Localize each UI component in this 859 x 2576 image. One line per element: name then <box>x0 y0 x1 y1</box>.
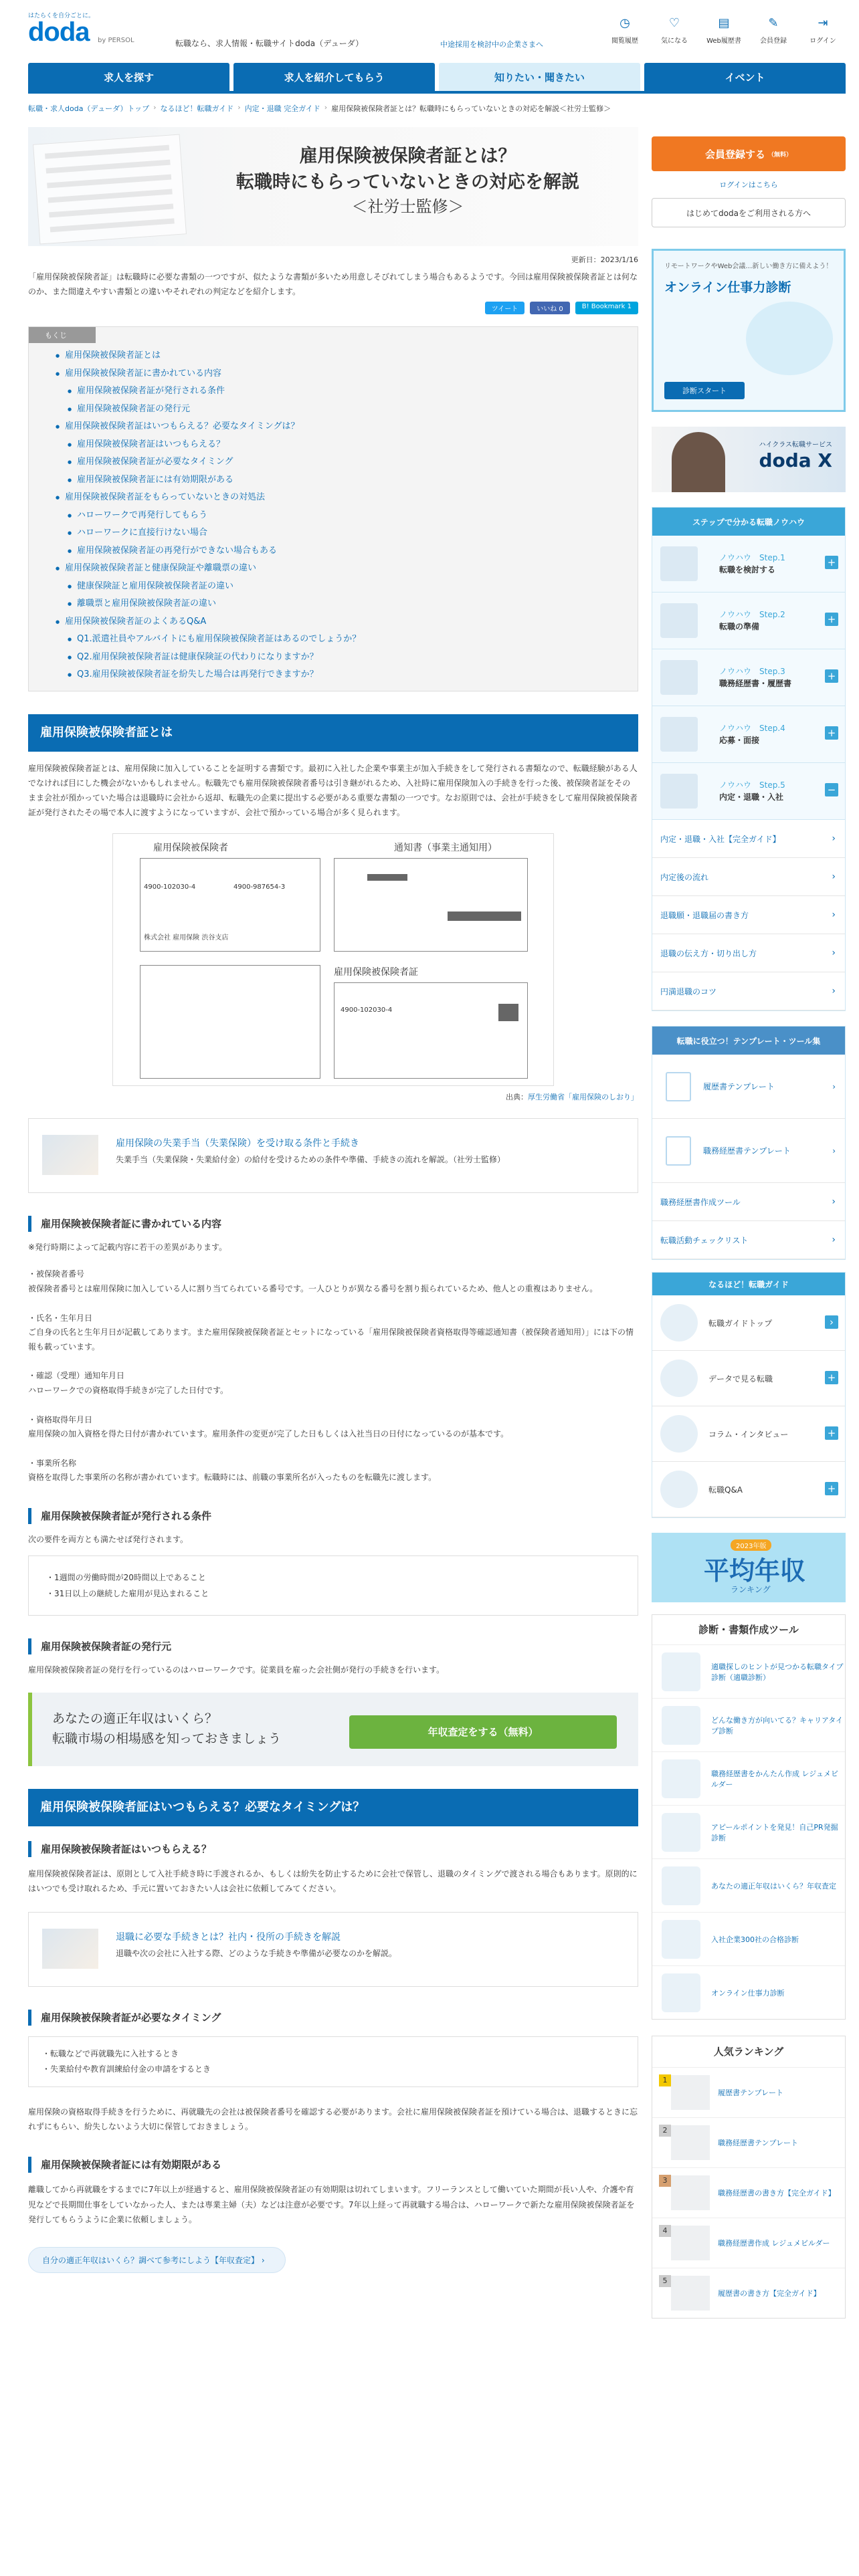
template-links <box>652 1183 845 1259</box>
tool-item[interactable] <box>652 1751 845 1805</box>
ranking-label: 職務経歴書テンプレート <box>718 2139 799 2147</box>
rank-number: 4 <box>659 2225 671 2237</box>
item-heading: ・氏名・生年月日 <box>28 1313 93 1323</box>
guide-label: コラム・インタビュー <box>708 1429 789 1439</box>
header-icon-label: 会員登録 <box>760 37 787 45</box>
list-item: ・失業給付や教育訓練給付金の申請をするとき <box>42 2064 211 2074</box>
guide-list <box>652 1295 845 1517</box>
persol-logo: by PERSOL <box>98 37 134 44</box>
ranking-list <box>652 2067 845 2318</box>
tool-item[interactable] <box>652 1965 845 2019</box>
chevron-right-icon: › <box>832 1146 836 1156</box>
intro-text: 「雇用保険被保険者証」は転職時に必要な書類の一つですが、似たような書類が多いため用意しそびれてしまう場合もあるようです。今回は雇用保険被保険者証とは何なのか、また間違えやすい書類との違いやそれぞれの判定などを紹介します。 <box>28 272 638 296</box>
template-list <box>652 1055 845 1183</box>
guide-illustration <box>660 1360 698 1397</box>
source-link[interactable]: 厚生労働省「雇用保険のしおり」 <box>528 1093 638 1102</box>
paragraph: 雇用保険の資格取得手続きを行うために、再就職先の会社は被保険者番号を確認する必要があります。会社に雇用保険被保険者証を預けている場合は、退職するときに忘れずにもらい、紛失しないよう大切に保管しておきましょう。 <box>28 2107 638 2132</box>
step-title: 職務経歴書・履歴書 <box>719 679 792 688</box>
rank-number: 3 <box>659 2175 671 2187</box>
rank-number: 1 <box>659 2074 671 2086</box>
article-thumbnail <box>42 1929 98 1969</box>
document-icon <box>666 1136 691 1166</box>
guide-illustration <box>660 1304 698 1341</box>
header-icon-label: 閲覧履歴 <box>611 37 638 45</box>
toc-item[interactable]: ● ハローワークに直接行けない場合 <box>56 524 638 542</box>
breadcrumb-separator: › <box>153 103 157 112</box>
step-link[interactable] <box>652 896 845 934</box>
guide-item[interactable] <box>652 1462 845 1517</box>
content-item <box>28 1369 638 1398</box>
document-icon <box>666 1072 691 1101</box>
document-illustration <box>33 134 187 245</box>
tagline: はたらくを自分ごとに。 <box>28 13 95 19</box>
breadcrumb-item[interactable]: 内定・退職 完全ガイド <box>244 104 320 113</box>
breadcrumb-item: 雇用保険被保険者証とは？転職時にもらっていないときの対応を解説＜社労士監修＞ <box>331 104 611 113</box>
toc-item[interactable]: ● 雇用保険被保険者証はいつもらえる？必要なタイミングは？ <box>56 418 638 436</box>
register-label: 会員登録する <box>704 148 765 160</box>
plus-icon[interactable]: + <box>825 1426 838 1440</box>
step-link[interactable] <box>652 972 845 1010</box>
minus-icon[interactable]: − <box>825 783 838 796</box>
tool-thumbnail <box>662 1866 700 1905</box>
ranking-label: 履歴書テンプレート <box>718 2088 784 2097</box>
tool-label: あなたの適正年収はいくら？年収査定 <box>711 1881 836 1891</box>
chevron-right-icon: › <box>832 833 836 844</box>
cta-line-1: あなたの適正年収はいくら？ <box>52 1711 218 1726</box>
list-item: ・1週間の労働時間が20時間以上であること <box>46 1572 206 1582</box>
banner-subtitle: ランキング <box>731 1585 771 1594</box>
ranking-item[interactable] <box>652 2218 845 2268</box>
redaction-bar <box>367 874 407 881</box>
template-item[interactable] <box>652 1055 845 1119</box>
insured-number: 4900-987654-3 <box>233 883 286 891</box>
share-buttons <box>28 302 638 314</box>
toc-item[interactable]: ● 雇用保険被保険者証の発行元 <box>56 401 638 419</box>
bookmark-button[interactable]: B! Bookmark 1 <box>575 302 638 314</box>
guide-item[interactable] <box>652 1406 845 1462</box>
nav-tab[interactable]: 求人を紹介してもらう <box>233 63 435 91</box>
toc-item[interactable]: ● Q1.派遣社員やアルバイトにも雇用保険被保険者証はあるのでしょうか？ <box>56 631 638 649</box>
ranking-title: 人気ランキング <box>713 2046 784 2058</box>
sidebar <box>652 127 846 2319</box>
login-icon: ⇥ <box>818 16 828 30</box>
toc-item[interactable]: ● ハローワークで再発行してもらう <box>56 507 638 525</box>
tool-label: 適職探しのヒントが見つかる転職タイプ診断（適職診断） <box>711 1662 844 1682</box>
banner-subtitle: リモートワークやWeb会議…新しい働き方に備えよう！ <box>664 263 833 270</box>
chevron-right-icon: › <box>832 1235 836 1245</box>
tool-thumbnail <box>662 1652 700 1691</box>
edit-icon: ✎ <box>768 16 779 30</box>
toc-item[interactable]: ● Q2.雇用保険被保険者証は健康保険証の代わりになりますか？ <box>56 649 638 667</box>
chevron-right-icon: › <box>832 1081 836 1091</box>
chevron-right-icon: › <box>261 2255 265 2265</box>
ranking-box <box>652 2036 846 2319</box>
step-link[interactable] <box>652 858 845 896</box>
header-document-button[interactable] <box>704 16 744 45</box>
steps-list <box>652 536 845 820</box>
banner-title: 平均年収 <box>704 1556 806 1586</box>
ranking-item[interactable] <box>652 2167 845 2218</box>
article-thumbnail <box>42 1135 98 1175</box>
plus-icon[interactable]: + <box>825 1371 838 1384</box>
step-link-label: 退職の伝え方・切り出し方 <box>660 948 757 958</box>
doda-logo[interactable]: doda <box>28 17 90 47</box>
header-edit-button[interactable] <box>753 16 793 45</box>
ranking-thumbnail <box>671 2276 710 2311</box>
step-title: 内定・退職・入社 <box>719 792 784 802</box>
tool-thumbnail <box>662 1973 700 2012</box>
form-box <box>140 965 320 1079</box>
page-title <box>236 143 579 219</box>
insured-number: 4900-102030-4 <box>341 1006 393 1014</box>
guide-label: 転職Q&A <box>708 1485 743 1495</box>
title-line-2: 転職時にもらっていないときの対応を解説 <box>236 172 579 193</box>
breadcrumb-item[interactable]: 転職・求人doda（デューダ）トップ <box>28 104 150 113</box>
subsection-heading: 雇用保険被保険者証が必要なタイミング <box>28 2010 638 2026</box>
banner-title: オンライン仕事力診断 <box>664 280 791 295</box>
document-icon: ▤ <box>718 16 730 30</box>
stamp-icon <box>498 1004 518 1021</box>
tool-thumbnail <box>662 1920 700 1959</box>
step-illustration <box>660 660 698 695</box>
chevron-right-icon: › <box>832 986 836 996</box>
tool-label: アピールポイントを発見！自己PR発掘診断 <box>711 1822 838 1842</box>
insured-number: 4900-102030-4 <box>144 883 196 891</box>
content-item <box>28 1311 638 1355</box>
template-item[interactable] <box>652 1119 845 1183</box>
plus-icon[interactable]: + <box>825 1482 838 1495</box>
title-line-1: 雇用保険被保険者証とは？ <box>299 146 516 167</box>
ranking-label: 職務経歴書作成 レジュメビルダー <box>718 2239 830 2248</box>
cta-text <box>52 1709 281 1749</box>
nav-tab[interactable]: 求人を探す <box>28 63 229 91</box>
step-links <box>652 820 845 1010</box>
online-diagnosis-banner[interactable] <box>652 249 846 412</box>
step-label: ノウハウ Step.2 <box>719 610 785 619</box>
figure-right-title: 通知書（事業主通知用） <box>394 843 497 854</box>
title-line-3: ＜社労士監修＞ <box>351 197 464 217</box>
toc-item[interactable]: ● 雇用保険被保険者証をもらっていないときの対処法 <box>56 489 638 507</box>
condition-list <box>28 1555 638 1616</box>
toc-item[interactable]: ● 健康保険証と雇用保険被保険者証の違い <box>56 578 638 596</box>
card-description: 失業手当（失業保険・失業給付金）の給付を受けるための条件や準備、手続きの流れを解説。（社労士監修） <box>116 1155 506 1165</box>
form-box <box>334 982 528 1079</box>
related-article-card[interactable] <box>28 1118 638 1193</box>
guide-item[interactable] <box>652 1295 845 1351</box>
step-item[interactable] <box>652 649 845 706</box>
item-heading: ・確認（受理）通知年月日 <box>28 1371 125 1381</box>
step-title: 転職の準備 <box>719 622 760 631</box>
breadcrumb-separator: › <box>324 103 328 112</box>
content-item <box>28 1267 638 1296</box>
form-box <box>334 858 528 952</box>
item-text: ハローワークでの資格取得手続きが完了した日付です。 <box>28 1386 229 1395</box>
figure-caption <box>28 1091 638 1102</box>
main-content <box>28 127 638 2273</box>
insurance-card-figure <box>112 833 554 1086</box>
list-item: ・転職などで再就職先に入社するとき <box>42 2049 179 2059</box>
tool-item[interactable] <box>652 1912 845 1965</box>
ranking-thumbnail <box>671 2125 710 2160</box>
header-icon-label: ログイン <box>809 37 836 45</box>
item-text: 被保険者番号とは雇用保険に加入している人に割り当てられている番号です。一人ひとりが異なる番号を割り振られているため、他人との重複はありません。 <box>28 1284 598 1294</box>
tool-item[interactable] <box>652 1858 845 1912</box>
tool-label: 入社企業300社の合格診断 <box>711 1935 799 1944</box>
steps-title: ステップで分かる転職ノウハウ <box>652 508 845 536</box>
timing-list <box>28 2036 638 2087</box>
site-description: 転職なら、求人情報・転職サイトdoda（デューダ） <box>175 39 364 48</box>
paragraph: 離職してから再就職をするまでに7年以上が経過すると、雇用保険被保険者証の有効期限は切れてしまいます。フリーランスとして働いていた期間が長い人や、介護や育児などで長期間仕事をしていなかった人、または専業主婦（夫）などは注意が必要です。7年以上経って再就職する場合は、ハローワークで新たな雇用保険被保険者証を発行してもらうように企業に依頼しましょう。 <box>28 2185 635 2224</box>
item-heading: ・資格取得年月日 <box>28 1414 93 1424</box>
tool-thumbnail <box>662 1759 700 1798</box>
step-link[interactable] <box>652 820 845 858</box>
guide-label: データで見る転職 <box>708 1374 773 1384</box>
heart-icon: ♡ <box>668 16 680 30</box>
figure-left-title: 雇用保険被保険者 <box>153 843 228 854</box>
template-label: 職務経歴書テンプレート <box>703 1146 791 1156</box>
toc-item[interactable]: ● 雇用保険被保険者証の再発行ができない場合もある <box>56 542 638 560</box>
first-time-button[interactable]: はじめてdodaをご利用される方へ <box>652 198 846 227</box>
template-link[interactable] <box>652 1221 845 1259</box>
figure-lower-title: 雇用保険被保険者証 <box>334 967 418 978</box>
chevron-right-icon: › <box>832 871 836 882</box>
ranking-label: 職務経歴書の書き方【完全ガイド】 <box>718 2189 836 2197</box>
template-link-label: 職務経歴書作成ツール <box>660 1197 741 1207</box>
like-button[interactable]: いいね 0 <box>530 302 570 314</box>
paragraph: 雇用保険被保険者証とは、雇用保険に加入していることを証明する書類です。最初に入社した企業や事業主が加入手続きをして発行される書類なので、転職経験がある人でなければ目にした機会がないかもしれません。転職先でも雇用保険被保険者番号は引き継がれるため、入社時に雇用保険加入の手続きを行った後、被保険者証をそのまま会社が預かっていた場合は退職時に会社から返却、転職先の企業に提出する必要がある重要な書類の一つです。なお原則では、会社が手続きをして雇用保険被保険者証が発行されたその場で本人に渡すようになっていますが、会社で預かっている場合が多く見られます。 <box>28 763 638 818</box>
step-item[interactable] <box>652 763 845 820</box>
guide-box <box>652 1272 846 1518</box>
subsection-heading: 雇用保険被保険者証に書かれている内容 <box>28 1216 638 1232</box>
register-button[interactable] <box>652 136 846 171</box>
table-of-contents <box>28 326 638 691</box>
item-heading: ・事業所名称 <box>28 1458 77 1468</box>
global-nav <box>28 63 846 91</box>
tools-title: 診断・書類作成ツール <box>698 1624 799 1636</box>
guide-item[interactable] <box>652 1351 845 1406</box>
header-icon-label: 気になる <box>661 37 688 45</box>
tool-label: 職務経歴書をかんたん作成 レジュメビルダー <box>711 1769 839 1789</box>
related-article-card[interactable] <box>28 1912 638 1987</box>
item-heading: ・被保険者番号 <box>28 1269 85 1279</box>
chevron-right-icon: › <box>832 909 836 920</box>
step-illustration <box>660 717 698 752</box>
toc-item[interactable]: ● 離職票と雇用保険被保険者証の違い <box>56 595 638 613</box>
tool-item[interactable] <box>652 1805 845 1858</box>
guide-illustration <box>660 1415 698 1453</box>
section-heading: 雇用保険被保険者証とは <box>28 714 638 752</box>
ranking-label: 履歴書の書き方【完全ガイド】 <box>718 2289 821 2298</box>
nav-tab[interactable]: イベント <box>644 63 846 91</box>
salary-link-button[interactable] <box>28 2247 286 2273</box>
diagnosis-start-button[interactable]: 診断スタート <box>664 382 745 399</box>
step-illustration <box>660 546 698 581</box>
paragraph: 雇用保険被保険者証の発行を行っているのはハローワークです。従業員を雇った会社側が発行の手続きを行います。 <box>28 1665 445 1675</box>
note-text: ※発行時期によって記載内容に若干の差異があります。 <box>28 1243 227 1253</box>
ranking-thumbnail <box>671 2175 710 2210</box>
subsection-heading: 雇用保険被保険者証には有効期限がある <box>28 2157 638 2173</box>
card-title[interactable]: 退職に必要な手続きとは？社内・役所の手続きを解説 <box>116 1932 341 1943</box>
recruiter-link[interactable]: 中途採用を検討中の企業さまへ <box>440 40 543 49</box>
breadcrumb <box>28 103 846 114</box>
step-label: ノウハウ Step.1 <box>719 553 785 562</box>
nav-underline <box>28 91 846 94</box>
site-header <box>0 0 859 58</box>
plus-icon[interactable]: + <box>825 726 838 740</box>
toc-item[interactable]: ● Q3.雇用保険被保険者証を紛失した場合は再発行できますか？ <box>56 666 638 684</box>
header-heart-button[interactable] <box>654 16 694 45</box>
caption-prefix: 出典： <box>506 1093 528 1102</box>
template-link[interactable] <box>652 1183 845 1221</box>
ranking-thumbnail <box>671 2226 710 2260</box>
step-label: ノウハウ Step.5 <box>719 780 785 790</box>
header-clock-button[interactable] <box>605 16 645 45</box>
tool-item[interactable] <box>652 1644 845 1698</box>
paragraph: 雇用保険被保険者証は、原則として入社手続き時に手渡されるか、もしくは紛失を防止するために会社で保管し、退職のタイミングで渡される場合もあります。原則的にはいつでも受け取れるため、手元に置いておきたい人は会社に依頼してみてください。 <box>28 1868 638 1894</box>
content-item <box>28 1413 638 1442</box>
redaction-bar <box>448 911 521 921</box>
step-link[interactable] <box>652 934 845 972</box>
rank-number: 2 <box>659 2125 671 2137</box>
tools-box <box>652 1614 846 2020</box>
step-item[interactable] <box>652 706 845 763</box>
card-title[interactable]: 雇用保険の失業手当（失業保険）を受け取る条件と手続き <box>116 1138 359 1150</box>
guide-label: 転職ガイドトップ <box>708 1318 773 1328</box>
tool-thumbnail <box>662 1706 700 1745</box>
item-text: ご自身の氏名と生年月日が記載してあります。また雇用保険被保険者証とセットになっている「雇用保険被保険者資格取得等確認通知書（被保険者通知用）」には下の情報も載っています。 <box>28 1327 634 1352</box>
login-link[interactable]: ログインはこちら <box>719 181 778 189</box>
step-link-label: 退職願・退職届の書き方 <box>660 910 749 920</box>
subsection-heading: 雇用保険被保険者証の発行元 <box>28 1638 638 1654</box>
content-items <box>28 1267 638 1485</box>
guide-illustration <box>660 1471 698 1508</box>
header-icon-label: Web履歴書 <box>706 37 741 45</box>
toc-item[interactable]: ● 雇用保険被保険者証に書かれている内容 <box>56 365 638 383</box>
clock-icon: ◷ <box>619 16 630 30</box>
toc-item[interactable]: ● 雇用保険被保険者証が発行される条件 <box>56 383 638 401</box>
header-login-button[interactable] <box>803 16 843 45</box>
average-salary-banner[interactable] <box>652 1533 846 1602</box>
templates-box <box>652 1026 846 1260</box>
breadcrumb-item[interactable]: なるほど！転職ガイド <box>160 104 234 113</box>
chevron-right-icon[interactable]: › <box>825 1315 838 1329</box>
item-text: 雇用保険の加入資格を得た日付が書かれています。雇用条件の変更が完了した日もしくは入社当日の日付になっているのが基本です。 <box>28 1429 509 1439</box>
steps-box <box>652 507 846 1011</box>
step-item[interactable] <box>652 536 845 593</box>
cta-line-2: 転職市場の相場感を知っておきましょう <box>52 1731 282 1747</box>
step-link-label: 内定後の流れ <box>660 872 709 882</box>
step-label: ノウハウ Step.3 <box>719 667 785 676</box>
tool-item[interactable] <box>652 1698 845 1751</box>
ranking-thumbnail <box>671 2075 710 2110</box>
dodax-banner[interactable] <box>652 427 846 492</box>
step-link-label: 円満退職のコツ <box>660 986 717 996</box>
toc-list <box>29 347 638 684</box>
step-illustration <box>660 603 698 638</box>
banner-subtitle: ハイクラス転職サービス <box>759 441 832 449</box>
ranking-item[interactable] <box>652 2067 845 2117</box>
hero-banner <box>28 127 638 246</box>
toc-item[interactable]: ● 雇用保険被保険者証のよくあるQ&A <box>56 613 638 631</box>
person-illustration <box>746 302 833 375</box>
breadcrumb-separator: › <box>237 103 241 112</box>
chevron-right-icon: › <box>832 948 836 958</box>
step-label: ノウハウ Step.4 <box>719 724 785 733</box>
subsection-heading: 雇用保険被保険者証が発行される条件 <box>28 1508 638 1524</box>
section-heading: 雇用保険被保険者証はいつもらえる？必要なタイミングは？ <box>28 1789 638 1826</box>
plus-icon[interactable]: + <box>825 556 838 569</box>
ranking-item[interactable] <box>652 2268 845 2318</box>
template-label: 履歴書テンプレート <box>703 1082 775 1091</box>
templates-title: 転職に役立つ！テンプレート・ツール集 <box>652 1027 845 1055</box>
salary-link-label: 自分の適正年収はいくら？調べて参考にしよう【年収査定】 <box>42 2255 260 2265</box>
plus-icon[interactable]: + <box>825 613 838 626</box>
ranking-item[interactable] <box>652 2117 845 2167</box>
tools-list <box>652 1644 845 2019</box>
content-item <box>28 1457 638 1485</box>
tool-thumbnail <box>662 1813 700 1852</box>
step-title: 応募・面接 <box>719 736 760 745</box>
salary-cta <box>28 1693 638 1766</box>
step-item[interactable] <box>652 593 845 649</box>
register-free-label: （無料） <box>768 151 793 158</box>
subsection-heading: 雇用保険被保険者証はいつもらえる？ <box>28 1841 638 1857</box>
tweet-button[interactable]: ツイート <box>485 302 525 314</box>
condition-intro: 次の要件を両方とも満たせば発行されます。 <box>28 1534 189 1544</box>
toc-item[interactable]: ● 雇用保険被保険者証が必要なタイミング <box>56 453 638 471</box>
guide-title: なるほど！転職ガイド <box>652 1273 845 1295</box>
banner-year: 2023年版 <box>731 1539 771 1551</box>
item-text: 資格を取得した事業所の名称が書かれています。転職時には、前職の事業所名が入ったものを転職先に渡します。 <box>28 1473 437 1483</box>
updated-date: 更新日：2023/1/16 <box>571 255 638 264</box>
toc-item[interactable]: ● 雇用保険被保険者証と健康保険証や離職票の違い <box>56 560 638 578</box>
toc-item[interactable]: ● 雇用保険被保険者証とは <box>56 347 638 365</box>
toc-item[interactable]: ● 雇用保険被保険者証には有効期限がある <box>56 471 638 490</box>
tool-label: オンライン仕事力診断 <box>711 1988 785 1998</box>
company-name: 株式会社 雇用保険 渋谷支店 <box>144 934 229 942</box>
rank-number: 5 <box>659 2275 671 2287</box>
step-link-label: 内定・退職・入社【完全ガイド】 <box>660 834 781 844</box>
card-description: 退職や次の会社に入社する際、どのような手続きや準備が必要なのかを解説。 <box>116 1949 397 1959</box>
chevron-right-icon: › <box>832 1196 836 1207</box>
nav-tab[interactable]: 知りたい・聞きたい <box>439 63 640 91</box>
step-illustration <box>660 774 698 809</box>
toc-title: もくじ <box>29 327 96 343</box>
person-photo <box>672 432 725 492</box>
tool-label: どんな働き方が向いてる？キャリアタイプ診断 <box>711 1715 844 1735</box>
step-title: 転職を検討する <box>719 565 776 574</box>
template-link-label: 転職活動チェックリスト <box>660 1235 749 1245</box>
salary-check-button[interactable]: 年収査定をする（無料） <box>349 1715 617 1749</box>
header-icon-menu <box>605 16 843 45</box>
plus-icon[interactable]: + <box>825 669 838 683</box>
toc-item[interactable]: ● 雇用保険被保険者証はいつもらえる？ <box>56 436 638 454</box>
list-item: ・31日以上の継続した雇用が見込まれること <box>46 1588 209 1598</box>
dodax-logo: doda X <box>759 449 832 471</box>
